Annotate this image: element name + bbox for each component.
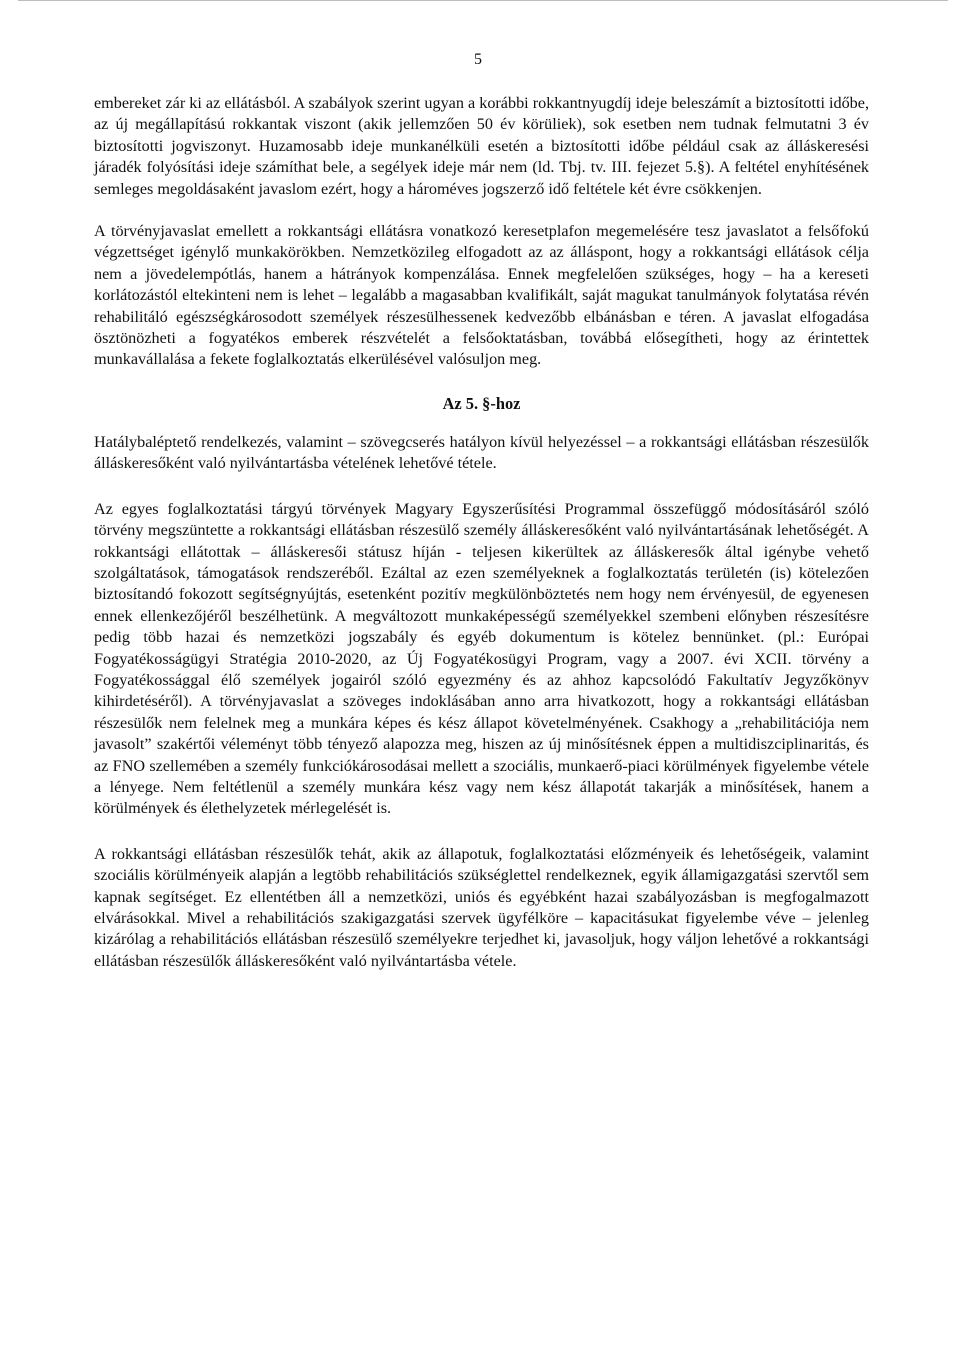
section-heading: Az 5. §-hoz [442,393,521,413]
paragraph-jobseeker-registration: Az egyes foglalkoztatási tárgyú törvények Magyary Egyszerűsítési Programmal összefüggő módosításáról szóló törvény megszüntette a rokkantsági ellátásban részesülő személy álláskeresőként való nyilvántartásának lehetőségét. A rokkantsági ellátottak – álláskeresői státusz híján - teljesen kikerültek az álláskeresők által igénybe vehető szolgáltatások, támogatások rendszeréből. Ezáltal az ezen személyeknek a foglalkoztatás területén (is) kötelezően biztosítandó fokozott segítségnyújtás, esetenként pozitív megkülönböztetés nem hogy nem érvényesül, de egyenesen ennek ellenkezőjéről beszélhetünk. A megváltozott munkaképességű személyekkel szembeni előnyben részesítésre pedig több hazai és nemzetközi jogszabály és egyéb dokumentum is kötelez bennünket. (pl.: Európai Fogyatékosságügyi Stratégia 2010-2020, az Új Fogyatékosügyi Program, vagy a 2007. évi XCII. törvény a Fogyatékossággal élő személyek jogairól szóló egyezmény és az ahhoz kapcsolódó Fakultatív Jegyzőkönyv kihirdetéséről). A törvényjavaslat a szöveges indoklásában anno arra hivatkozott, hogy a rokkantsági ellátásban részesülők nem felelnek meg a munkára képes és kész állapot követelményének. Csakhogy a „rehabilitációja nem javasolt” szakértői véleményt több tényező alapozza meg, hiszen az új minősítésnek éppen a multidiszciplinaritás, és az FNO szellemében a személy funkciókárosodásai mellett a szociális, munkaerő-piaci körülmények figyelembe vétele a lényege. Nem feltétlenül a személy munkára kész vagy nem kész állapotát takarják a minősítések, hanem a körülmények és élethelyzetek mérlegelését is. [94,499,869,818]
paragraph-conclusion: A rokkantsági ellátásban részesülők tehát, akik az állapotuk, foglalkoztatási előzményeik és lehetőségeik, valamint szociális körülményeik alapján a legtöbb rehabilitációs szükséglettel rendelkeznek, egyik államigazgatási szervtől sem kapnak segítséget. Ez ellentétben áll a nemzetközi, uniós és egyébként hazai szabályozásban is megfogalmazott elvárásokkal. Mivel a rehabilitációs szakigazgatási szervek ügyfélköre – kapacitásukat figyelembe véve – jelenleg kizárólag a rehabilitációs ellátásban részesülő személyekre terjedhet ki, javasoljuk, hogy váljon lehetővé a rokkantsági ellátásban részesülők álláskeresőként való nyilvántartásba vétele. [94,844,869,970]
document-body [94,93,869,972]
top-edge-line [18,0,948,1]
page-number: 5 [474,51,482,68]
paragraph-entry-into-force: Hatálybaléptető rendelkezés, valamint – szövegcserés hatályon kívül helyezéssel – a rokkantsági ellátásban részesülők álláskeresőként való nyilvántartásba vételének lehetővé tétele. [94,432,869,473]
paragraph-earnings-cap: A törvényjavaslat emellett a rokkantsági ellátásra vonatkozó keresetplafon megemelésére tesz javaslatot a felsőfokú végzettséget igénylő munkakörökben. Nemzetközileg elfogadott az az álláspont, hogy a rokkantsági ellátások célja nem a jövedelempótlás, hanem a hátrányok kompenzálása. Ennek megfelelően szükséges, hogy – ha a kereseti korlátozástól eltekinteni nem is lehet – legalább a magasabban kvalifikált, saját magukat tanulmányok folytatása révén rehabilitáló egészségkárosodott személyek részesülhessenek kedvezőbb elbánásban e téren. A javaslat elfogadása ösztönözheti a fogyatékos emberek részvételét a felsőoktatásban, továbbá elősegítheti, hogy az érintettek munkavállalása a fekete foglalkoztatás elkerülésével valósuljon meg. [94,222,869,369]
paragraph-eligibility-period: embereket zár ki az ellátásból. A szabályok szerint ugyan a korábbi rokkantnyugdíj ideje beleszámít a biztosítotti időbe, az új megállapítású rokkantak viszont (akik jellemzően 50 év körüliek), sok esetben nem tudnak felmutatni 3 év biztosítotti jogviszonyt. Huzamosabb ideje munkanélküli esetén a biztosítotti időbe például csak az álláskeresési járadék folyósítási ideje számíthat bele, a segélyek ideje már nem (ld. Tbj. tv. III. fejezet 5.§). A feltétel enyhítésének semleges megoldásaként javaslom ezért, hogy a hároméves jogszerző idő feltétele két évre csökkenjen. [94,94,869,198]
